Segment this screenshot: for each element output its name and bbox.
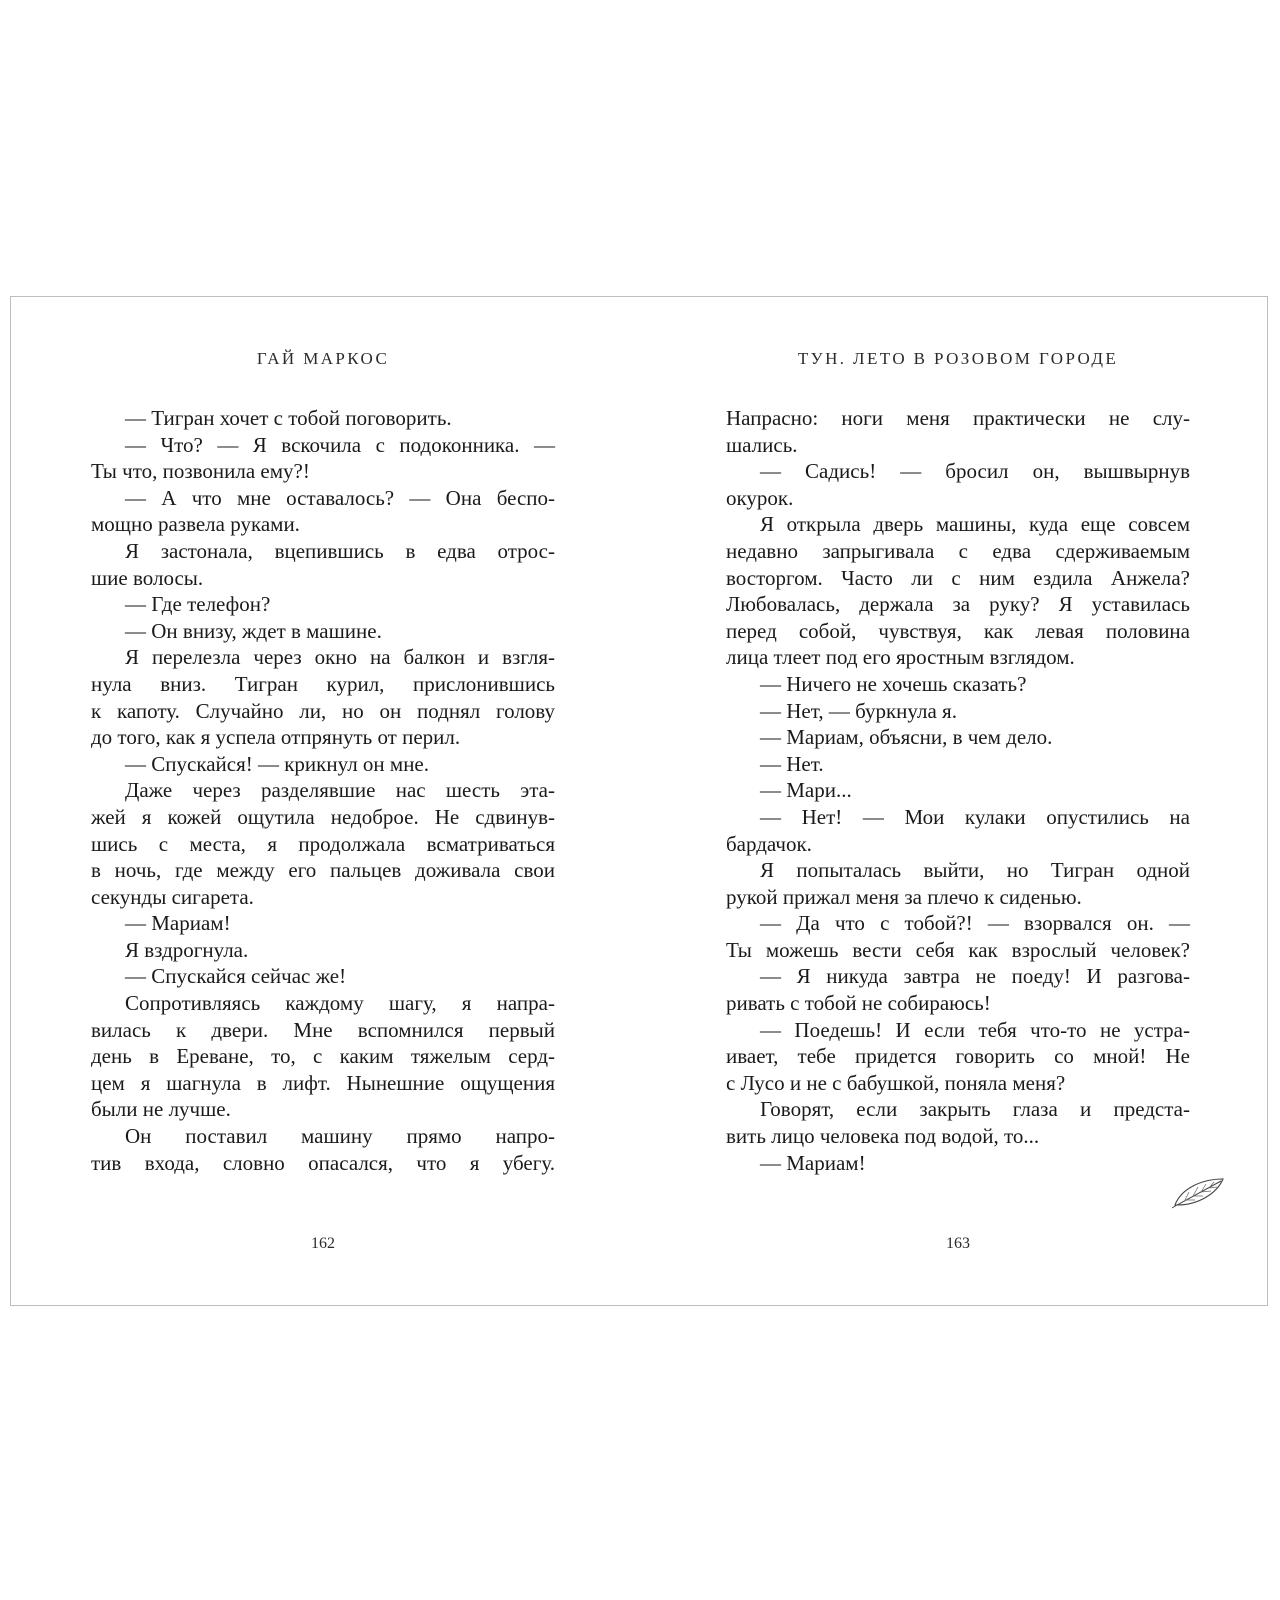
text-line: — Да что с тобой?! — взорвался он. — bbox=[760, 911, 1190, 936]
text-line: — Тигран хочет с тобой поговорить. bbox=[125, 406, 452, 430]
text-line: — Нет, — буркнула я. bbox=[760, 698, 957, 723]
text-line: к капоту. Случайно ли, но он поднял голову bbox=[91, 698, 555, 723]
text-line: Он поставил машину прямо напро- bbox=[125, 1124, 555, 1149]
running-head-author: ГАЙ МАРКОС bbox=[256, 349, 390, 368]
text-line: — Я никуда завтра не поеду! И разгова- bbox=[760, 964, 1190, 989]
text-line: Сопротивляясь каждому шагу, я напра- bbox=[125, 991, 555, 1016]
text-line: ривать с тобой не собираюсь! bbox=[726, 991, 991, 1016]
text-line: до того, как я успела отпрянуть от перил. bbox=[91, 725, 461, 750]
text-line: мощно развела руками. bbox=[91, 512, 300, 537]
text-line: вить лицо человека под водой, то... bbox=[726, 1124, 1040, 1149]
text-line: вилась к двери. Мне вспомнился первый bbox=[91, 1017, 555, 1042]
text-line: Я перелезла через окно на балкон и взгля- bbox=[125, 645, 555, 670]
text-line: перед собой, чувствуя, как левая половина bbox=[726, 618, 1190, 643]
text-line: недавно запрыгивала с едва сдерживаемым bbox=[726, 538, 1190, 563]
text-line: нула вниз. Тигран курил, прислонившись bbox=[91, 671, 555, 696]
text-line: день в Ереване, то, с каким тяжелым серд- bbox=[91, 1044, 555, 1069]
text-line: лица тлеет под его яростным взглядом. bbox=[726, 645, 1075, 670]
text-line: Ты что, позвонила ему?! bbox=[91, 459, 310, 484]
book-spread bbox=[10, 296, 1268, 1306]
text-line: Я застонала, вцепившись в едва отрос- bbox=[125, 538, 555, 563]
text-line: — Ничего не хочешь сказать? bbox=[760, 671, 1027, 696]
page-number-right: 163 bbox=[946, 1235, 970, 1252]
text-line: — Спускайся! — крикнул он мне. bbox=[125, 751, 430, 776]
text-line: — Мари... bbox=[760, 778, 852, 803]
text-line: шие волосы. bbox=[91, 565, 204, 590]
text-line: — Нет. bbox=[760, 751, 824, 776]
text-line: шись с места, я продолжала всматриваться bbox=[91, 831, 555, 856]
text-line: — Садись! — бросил он, вышвырнув bbox=[760, 459, 1190, 484]
text-line: Напрасно: ноги меня практически не слу- bbox=[726, 406, 1190, 430]
text-line: — Мариам! bbox=[125, 911, 231, 936]
text-line: — Где телефон? bbox=[125, 592, 271, 617]
text-line: Я открыла дверь машины, куда еще совсем bbox=[760, 512, 1190, 537]
text-line: с Лусо и не с бабушкой, поняла меня? bbox=[726, 1070, 1066, 1095]
text-line: Любовалась, держала за руку? Я уставилась bbox=[726, 592, 1190, 617]
text-line: — Он внизу, ждет в машине. bbox=[125, 618, 382, 643]
text-line: — Спускайся сейчас же! bbox=[125, 964, 347, 989]
text-line: секунды сигарета. bbox=[91, 884, 254, 909]
text-line: — Нет! — Мои кулаки опустились на bbox=[760, 804, 1190, 829]
text-line: — Мариам! bbox=[760, 1150, 866, 1175]
text-line: ивает, тебе придется говорить со мной! Не bbox=[726, 1044, 1190, 1069]
text-line: шались. bbox=[726, 432, 798, 457]
text-line: — Что? — Я вскочила с подоконника. — bbox=[125, 432, 555, 457]
text-line: — Поедешь! И если тебя что-то не устра- bbox=[760, 1017, 1190, 1042]
left-page-text bbox=[91, 405, 555, 1176]
text-line: были не лучше. bbox=[91, 1097, 231, 1122]
page-number-left: 162 bbox=[311, 1235, 335, 1252]
leaf-ornament-icon bbox=[1171, 1175, 1227, 1209]
text-line: в ночь, где между его пальцев доживала свои bbox=[91, 858, 555, 883]
text-line: рукой прижал меня за плечо к сиденью. bbox=[726, 884, 1082, 909]
text-line: тив входа, словно опасался, что я убегу. bbox=[91, 1150, 555, 1175]
right-page-text bbox=[726, 405, 1190, 1176]
text-line: Я попыталась выйти, но Тигран одной bbox=[760, 858, 1190, 883]
text-line: цем я шагнула в лифт. Нынешние ощущения bbox=[91, 1070, 555, 1095]
text-line: жей я кожей ощутила недоброе. Не сдвинув- bbox=[91, 804, 555, 829]
text-line: — Мариам, объясни, в чем дело. bbox=[760, 725, 1053, 750]
text-line: бардачок. bbox=[726, 831, 812, 856]
text-line: Говорят, если закрыть глаза и предста- bbox=[760, 1097, 1190, 1122]
text-line: — А что мне оставалось? — Она беспо- bbox=[125, 485, 555, 510]
running-head-title: ТУН. ЛЕТО В РОЗОВОМ ГОРОДЕ bbox=[797, 349, 1119, 368]
text-line: восторгом. Часто ли с ним ездила Анжела? bbox=[726, 565, 1190, 590]
text-line: окурок. bbox=[726, 485, 794, 510]
text-line: Я вздрогнула. bbox=[125, 937, 249, 962]
text-line: Даже через разделявшие нас шесть эта- bbox=[125, 778, 555, 803]
text-line: Ты можешь вести себя как взрослый человек? bbox=[726, 937, 1190, 962]
